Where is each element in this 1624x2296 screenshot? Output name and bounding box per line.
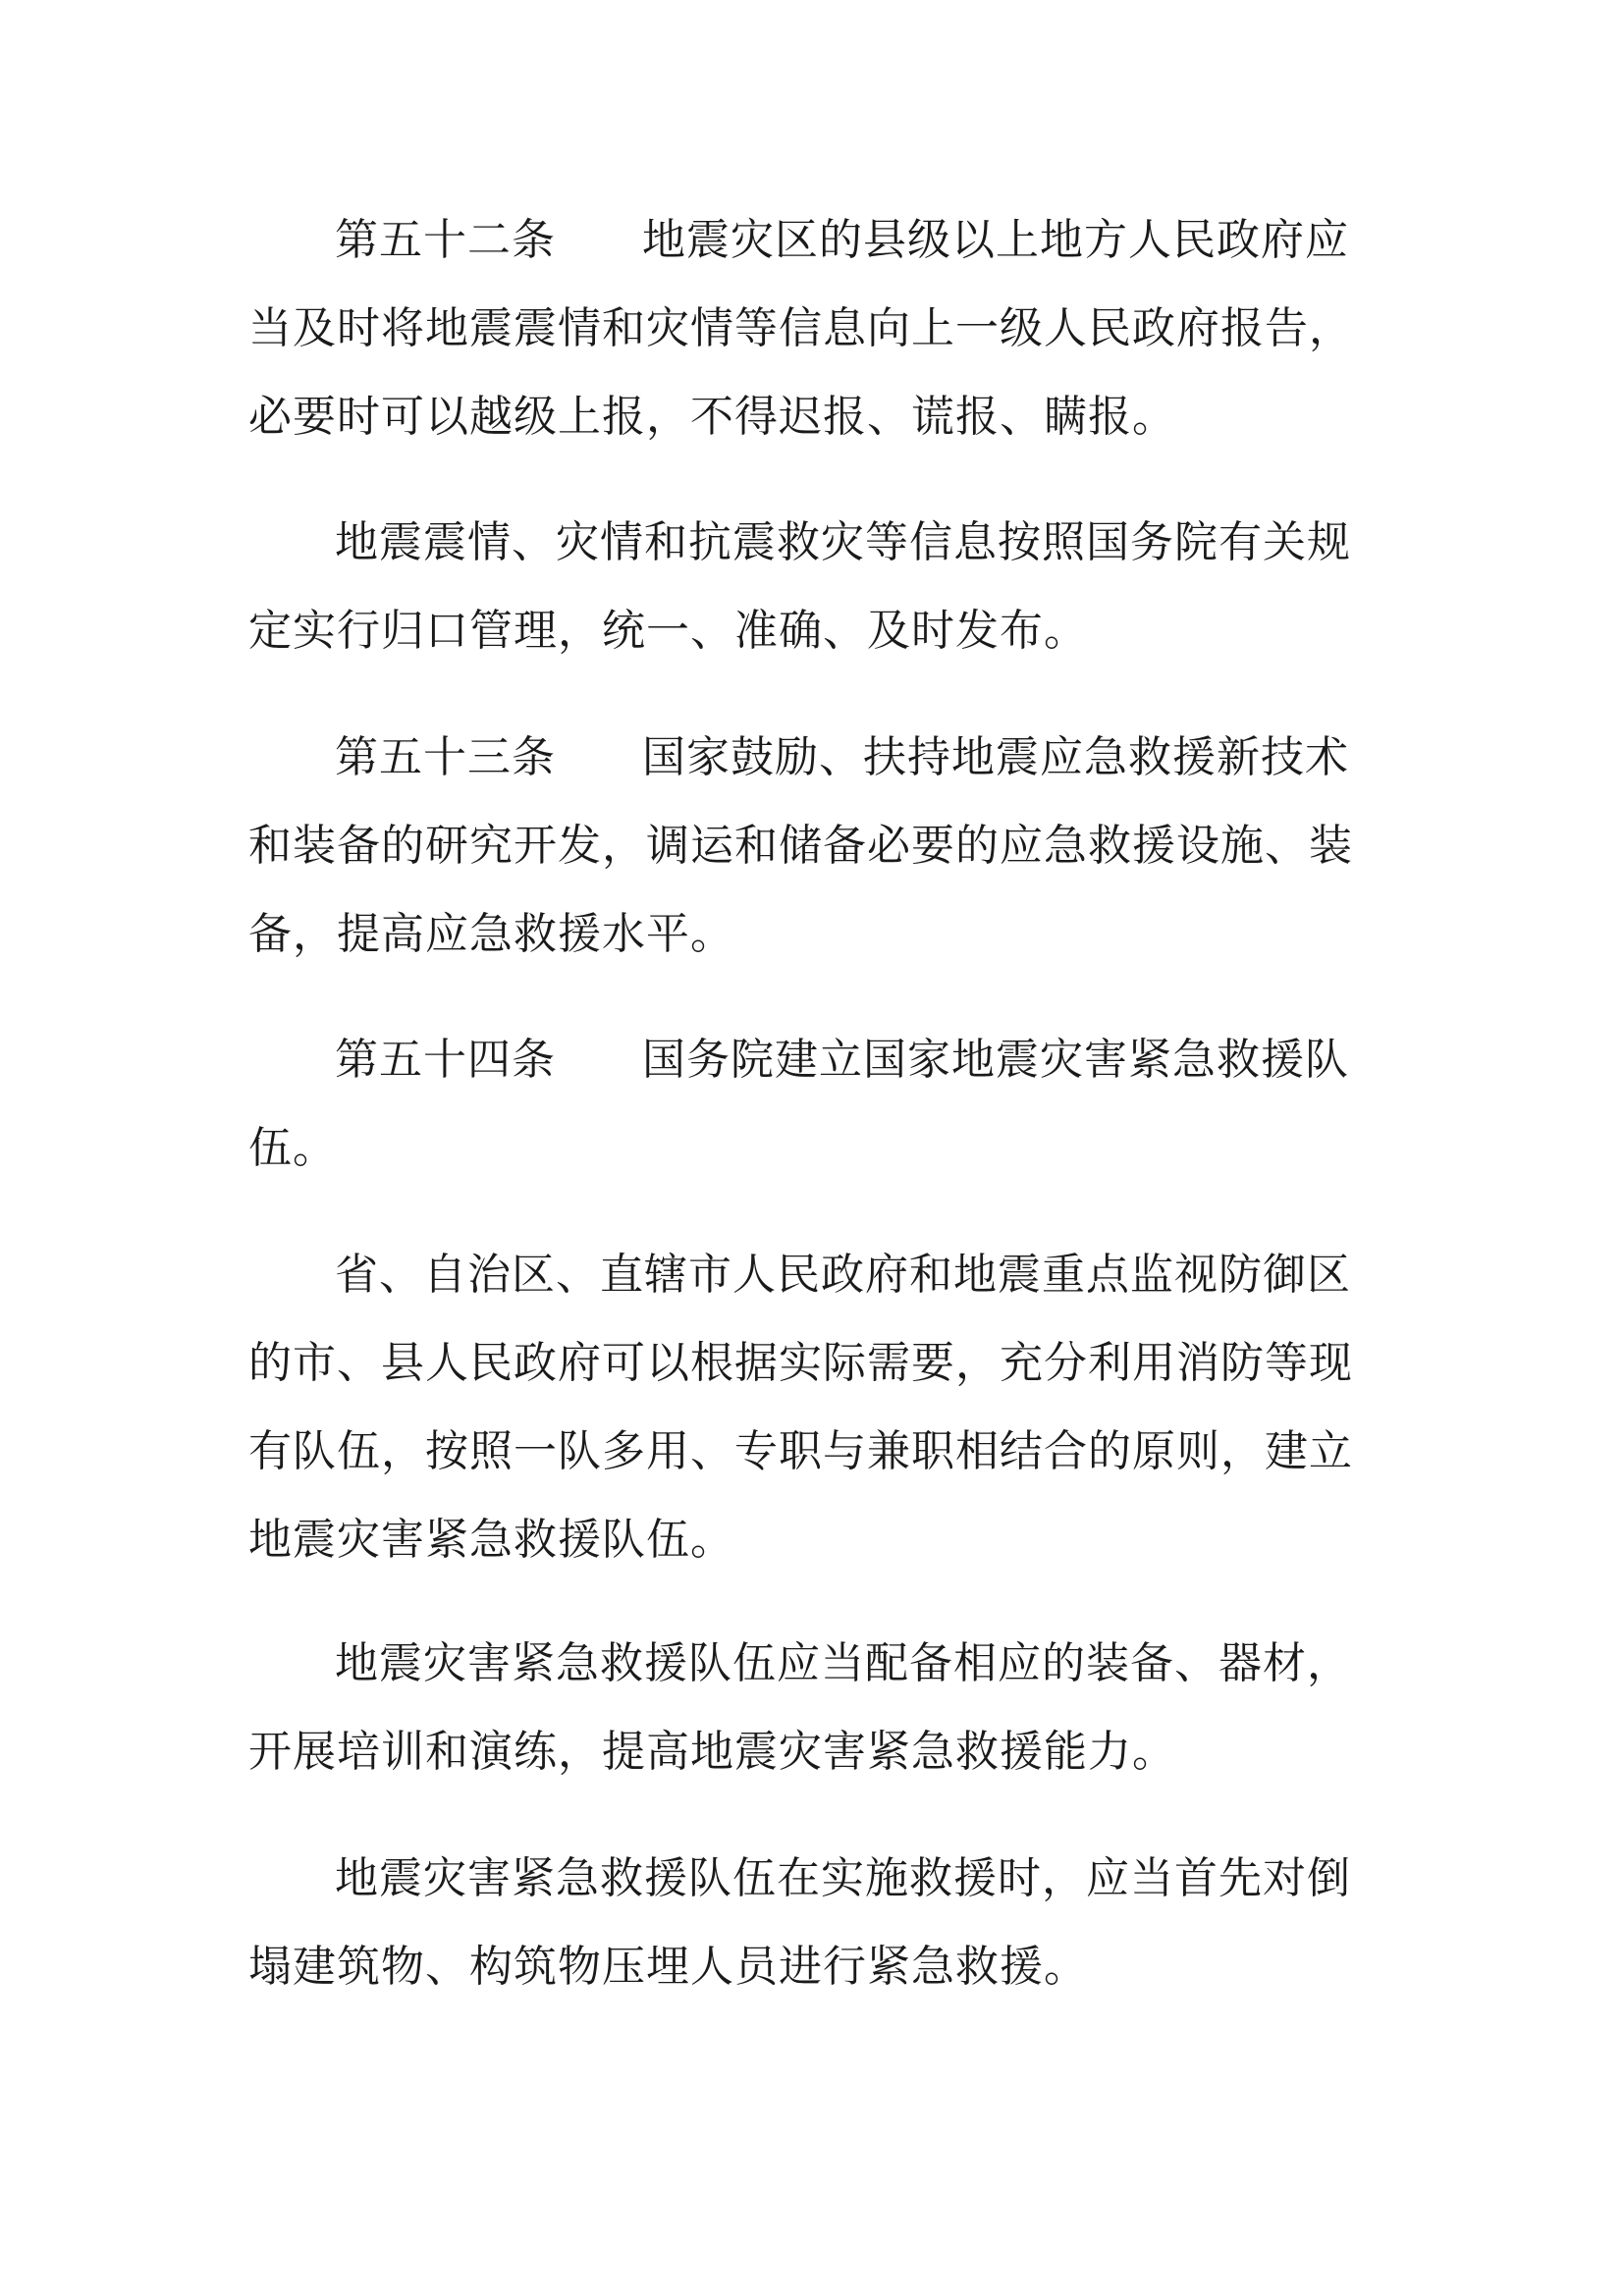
paragraph-text: 地震灾区的县级以上地方人民政府应当及时将地震震情和灾情等信息向上一级人民政府报告，必要时可以越级上报，不得迟报、谎报、瞒报。 (248, 215, 1353, 442)
paragraph-article-54 (248, 1016, 1387, 1193)
paragraph-text: 地震灾害紧急救援队伍应当配备相应的装备、器材，开展培训和演练，提高地震灾害紧急救援能力。 (248, 1638, 1351, 1777)
paragraph-text: 国家鼓励、扶持地震应急救援新技术和装备的研究开发，调运和储备必要的应急救援设施、装备，提高应急救援水平。 (248, 732, 1353, 959)
paragraph-text: 国务院建立国家地震灾害紧急救援队伍。 (248, 1035, 1349, 1173)
paragraph-team-equipment (248, 1620, 1387, 1796)
paragraph-text: 地震灾害紧急救援队伍在实施救援时，应当首先对倒塌建筑物、构筑物压埋人员进行紧急救援。 (248, 1853, 1351, 1992)
paragraph-article-52 (248, 196, 1387, 461)
article-number: 第五十三条 (335, 732, 556, 782)
paragraph-local-rescue-teams (248, 1231, 1387, 1584)
paragraph-article-53 (248, 714, 1387, 979)
article-number: 第五十四条 (335, 1035, 556, 1085)
article-number: 第五十二条 (335, 215, 556, 265)
paragraph-text: 省、自治区、直辖市人民政府和地震重点监视防御区的市、县人民政府可以根据实际需要，充分利用消防等现有队伍，按照一队多用、专职与兼职相结合的原则，建立地震灾害紧急救援队伍。 (248, 1250, 1353, 1565)
paragraph-info-management (248, 499, 1387, 675)
paragraph-text: 地震震情、灾情和抗震救灾等信息按照国务院有关规定实行归口管理，统一、准确、及时发布。 (248, 517, 1351, 656)
paragraph-rescue-priority (248, 1835, 1387, 2011)
